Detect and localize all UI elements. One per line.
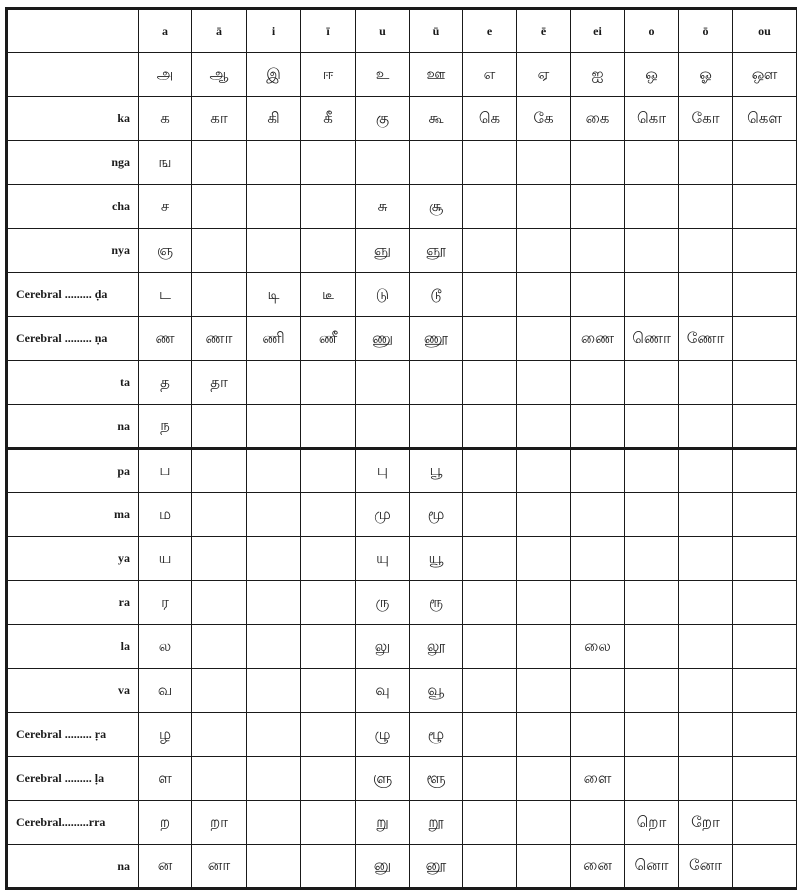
character-cell — [410, 141, 463, 185]
character-cell: ழ — [139, 713, 192, 757]
character-cell — [301, 625, 356, 669]
character-cell — [679, 449, 733, 493]
character-cell — [625, 185, 679, 229]
character-cell — [625, 273, 679, 317]
character-cell: ழு — [356, 713, 410, 757]
character-cell: னூ — [410, 845, 463, 889]
vowel-cell: ஆ — [192, 53, 247, 97]
character-cell: ரு — [356, 581, 410, 625]
character-cell — [517, 185, 571, 229]
character-cell — [517, 669, 571, 713]
character-cell — [463, 713, 517, 757]
character-cell — [192, 141, 247, 185]
character-cell — [571, 229, 625, 273]
character-cell — [247, 625, 301, 669]
character-cell: ன — [139, 845, 192, 889]
character-cell — [463, 801, 517, 845]
table-row — [7, 449, 797, 493]
character-cell — [625, 537, 679, 581]
character-cell — [301, 449, 356, 493]
character-cell — [192, 229, 247, 273]
character-cell — [571, 801, 625, 845]
character-cell — [463, 361, 517, 405]
character-cell: றோ — [679, 801, 733, 845]
character-cell — [247, 845, 301, 889]
character-cell: ஞு — [356, 229, 410, 273]
character-cell: னை — [571, 845, 625, 889]
character-cell — [625, 405, 679, 449]
character-cell — [463, 845, 517, 889]
character-cell — [679, 713, 733, 757]
column-header: u — [356, 9, 410, 53]
character-cell — [463, 317, 517, 361]
character-cell — [301, 669, 356, 713]
column-header: a — [139, 9, 192, 53]
character-table — [5, 7, 797, 890]
character-cell: க — [139, 97, 192, 141]
row-label: ka — [7, 97, 139, 141]
character-cell — [301, 361, 356, 405]
character-cell: னு — [356, 845, 410, 889]
character-cell — [463, 273, 517, 317]
row-label: nga — [7, 141, 139, 185]
character-cell: லூ — [410, 625, 463, 669]
table-row — [7, 845, 797, 889]
character-cell — [517, 801, 571, 845]
character-cell — [571, 185, 625, 229]
table-row — [7, 581, 797, 625]
table-row — [7, 669, 797, 713]
character-cell: ர — [139, 581, 192, 625]
character-cell — [356, 141, 410, 185]
character-cell — [571, 537, 625, 581]
character-cell — [679, 625, 733, 669]
character-cell — [301, 185, 356, 229]
character-cell — [733, 273, 797, 317]
row-label: cha — [7, 185, 139, 229]
character-cell: ணோ — [679, 317, 733, 361]
character-cell: கே — [517, 97, 571, 141]
character-cell — [733, 581, 797, 625]
character-cell: யு — [356, 537, 410, 581]
character-cell — [625, 625, 679, 669]
character-cell — [679, 141, 733, 185]
character-cell: லு — [356, 625, 410, 669]
character-cell: கோ — [679, 97, 733, 141]
row-label: Cerebral ......... ḍa — [7, 273, 139, 317]
character-cell: றொ — [625, 801, 679, 845]
character-cell — [410, 405, 463, 449]
table-row — [7, 229, 797, 273]
character-cell — [625, 581, 679, 625]
character-cell — [356, 405, 410, 449]
character-cell: ம — [139, 493, 192, 537]
character-cell: கி — [247, 97, 301, 141]
character-cell: னோ — [679, 845, 733, 889]
character-cell — [463, 757, 517, 801]
character-cell: ப — [139, 449, 192, 493]
character-cell: னொ — [625, 845, 679, 889]
character-cell — [679, 757, 733, 801]
character-cell: மு — [356, 493, 410, 537]
character-cell: டு — [356, 273, 410, 317]
character-cell — [247, 361, 301, 405]
vowel-cell: ஊ — [410, 53, 463, 97]
table-row — [7, 713, 797, 757]
character-cell — [517, 581, 571, 625]
character-cell — [733, 757, 797, 801]
character-cell — [247, 405, 301, 449]
character-cell — [733, 185, 797, 229]
character-cell — [192, 757, 247, 801]
character-cell — [356, 361, 410, 405]
character-cell — [571, 669, 625, 713]
vowel-cell: ஒ — [625, 53, 679, 97]
character-cell: சு — [356, 185, 410, 229]
character-cell — [463, 493, 517, 537]
character-cell: ந — [139, 405, 192, 449]
character-cell — [301, 845, 356, 889]
character-cell: த — [139, 361, 192, 405]
character-cell — [571, 273, 625, 317]
character-cell: ணூ — [410, 317, 463, 361]
character-cell — [733, 317, 797, 361]
character-cell — [192, 581, 247, 625]
character-cell — [733, 801, 797, 845]
column-header-row — [7, 9, 797, 53]
character-cell: மூ — [410, 493, 463, 537]
row-label: ra — [7, 581, 139, 625]
character-cell: ஞூ — [410, 229, 463, 273]
character-cell: லை — [571, 625, 625, 669]
character-cell — [517, 141, 571, 185]
character-cell — [517, 625, 571, 669]
character-cell — [463, 185, 517, 229]
character-cell: டீ — [301, 273, 356, 317]
column-header: ī — [301, 9, 356, 53]
character-cell — [247, 449, 301, 493]
character-cell — [733, 229, 797, 273]
table-row — [7, 405, 797, 449]
character-cell — [517, 317, 571, 361]
character-cell — [733, 537, 797, 581]
character-cell — [517, 845, 571, 889]
character-cell: றா — [192, 801, 247, 845]
character-cell: றூ — [410, 801, 463, 845]
character-cell — [247, 185, 301, 229]
character-cell — [733, 361, 797, 405]
character-cell: ணு — [356, 317, 410, 361]
table-row — [7, 625, 797, 669]
character-cell — [192, 625, 247, 669]
character-cell: ணி — [247, 317, 301, 361]
character-cell — [247, 229, 301, 273]
character-cell: கு — [356, 97, 410, 141]
column-header: e — [463, 9, 517, 53]
character-cell — [679, 405, 733, 449]
character-cell — [517, 537, 571, 581]
character-cell — [247, 537, 301, 581]
character-cell — [192, 669, 247, 713]
table-row — [7, 493, 797, 537]
character-cell — [733, 713, 797, 757]
character-cell: கூ — [410, 97, 463, 141]
character-cell — [571, 449, 625, 493]
character-cell — [625, 493, 679, 537]
table-row — [7, 97, 797, 141]
character-cell — [517, 493, 571, 537]
character-cell — [301, 493, 356, 537]
character-cell: ள — [139, 757, 192, 801]
character-cell — [733, 625, 797, 669]
character-cell — [679, 361, 733, 405]
character-cell — [679, 229, 733, 273]
vowel-cell: ஈ — [301, 53, 356, 97]
character-cell: ணா — [192, 317, 247, 361]
character-cell — [517, 405, 571, 449]
character-cell — [571, 141, 625, 185]
character-cell: ட — [139, 273, 192, 317]
row-label: ya — [7, 537, 139, 581]
vowel-cell: ஓ — [679, 53, 733, 97]
character-cell — [247, 493, 301, 537]
vowel-cell: ஏ — [517, 53, 571, 97]
character-cell: டூ — [410, 273, 463, 317]
column-header: ū — [410, 9, 463, 53]
character-cell — [517, 229, 571, 273]
character-cell — [571, 361, 625, 405]
character-cell — [410, 361, 463, 405]
character-cell — [463, 229, 517, 273]
character-cell: கௌ — [733, 97, 797, 141]
character-cell — [733, 449, 797, 493]
character-cell: று — [356, 801, 410, 845]
character-cell — [625, 713, 679, 757]
vowel-cell: ஔ — [733, 53, 797, 97]
character-cell: ழூ — [410, 713, 463, 757]
character-cell — [247, 141, 301, 185]
character-cell — [625, 361, 679, 405]
character-cell — [301, 757, 356, 801]
character-cell — [247, 581, 301, 625]
character-cell: யூ — [410, 537, 463, 581]
table-row — [7, 273, 797, 317]
character-cell — [301, 537, 356, 581]
character-cell — [192, 405, 247, 449]
row-label: ma — [7, 493, 139, 537]
character-cell — [192, 713, 247, 757]
character-cell — [733, 845, 797, 889]
table-row — [7, 801, 797, 845]
row-label: Cerebral ......... ṇa — [7, 317, 139, 361]
table-row — [7, 537, 797, 581]
row-label: va — [7, 669, 139, 713]
column-header: ā — [192, 9, 247, 53]
character-cell — [679, 273, 733, 317]
character-cell — [517, 713, 571, 757]
character-cell — [192, 449, 247, 493]
character-cell — [517, 757, 571, 801]
character-cell — [733, 669, 797, 713]
row-label: pa — [7, 449, 139, 493]
character-cell — [301, 581, 356, 625]
character-cell — [247, 757, 301, 801]
character-cell — [463, 537, 517, 581]
character-cell: டி — [247, 273, 301, 317]
character-cell — [301, 229, 356, 273]
character-cell — [463, 625, 517, 669]
character-cell — [571, 405, 625, 449]
column-header: ē — [517, 9, 571, 53]
character-cell — [679, 537, 733, 581]
character-cell — [247, 669, 301, 713]
column-header: i — [247, 9, 301, 53]
table-row — [7, 757, 797, 801]
table-row — [7, 361, 797, 405]
character-cell — [463, 141, 517, 185]
character-cell: தா — [192, 361, 247, 405]
row-label: na — [7, 405, 139, 449]
character-cell: ய — [139, 537, 192, 581]
column-header: ou — [733, 9, 797, 53]
character-cell: ணீ — [301, 317, 356, 361]
vowel-cell: உ — [356, 53, 410, 97]
character-cell: ச — [139, 185, 192, 229]
character-cell — [192, 273, 247, 317]
character-cell: கை — [571, 97, 625, 141]
character-cell: வூ — [410, 669, 463, 713]
character-cell: ண — [139, 317, 192, 361]
vowel-cell: ஐ — [571, 53, 625, 97]
character-cell — [679, 669, 733, 713]
character-cell: வு — [356, 669, 410, 713]
character-cell — [192, 537, 247, 581]
character-cell: கொ — [625, 97, 679, 141]
character-cell: கீ — [301, 97, 356, 141]
character-cell — [625, 449, 679, 493]
character-cell: ங — [139, 141, 192, 185]
character-cell: பூ — [410, 449, 463, 493]
table-row — [7, 185, 797, 229]
character-cell — [301, 713, 356, 757]
vowel-cell: எ — [463, 53, 517, 97]
character-cell — [679, 185, 733, 229]
vowel-row — [7, 53, 797, 97]
column-header: ō — [679, 9, 733, 53]
character-cell: ற — [139, 801, 192, 845]
character-cell — [733, 405, 797, 449]
character-cell — [301, 141, 356, 185]
character-cell — [625, 229, 679, 273]
table-row — [7, 141, 797, 185]
character-cell: ரூ — [410, 581, 463, 625]
character-cell — [571, 493, 625, 537]
vowel-cell: அ — [139, 53, 192, 97]
character-cell — [517, 273, 571, 317]
character-cell: பு — [356, 449, 410, 493]
character-cell — [625, 141, 679, 185]
character-cell — [679, 493, 733, 537]
character-cell: ணை — [571, 317, 625, 361]
tamil-script-chart — [5, 7, 795, 883]
vowel-cell: இ — [247, 53, 301, 97]
row-label: ta — [7, 361, 139, 405]
character-cell — [247, 801, 301, 845]
character-cell — [192, 493, 247, 537]
character-cell — [463, 581, 517, 625]
character-cell — [625, 669, 679, 713]
corner-cell — [7, 9, 139, 53]
character-cell — [517, 361, 571, 405]
character-cell: ளை — [571, 757, 625, 801]
character-cell — [192, 185, 247, 229]
character-cell: கா — [192, 97, 247, 141]
character-cell — [301, 801, 356, 845]
row-label: na — [7, 845, 139, 889]
character-cell: ளூ — [410, 757, 463, 801]
character-cell: ஞ — [139, 229, 192, 273]
character-cell: னா — [192, 845, 247, 889]
character-cell — [301, 405, 356, 449]
row-label: nya — [7, 229, 139, 273]
character-cell: சூ — [410, 185, 463, 229]
character-cell: ணொ — [625, 317, 679, 361]
character-cell — [625, 757, 679, 801]
column-header: ei — [571, 9, 625, 53]
character-cell: ளு — [356, 757, 410, 801]
row-label: la — [7, 625, 139, 669]
table-row — [7, 317, 797, 361]
character-cell: ல — [139, 625, 192, 669]
character-cell — [517, 449, 571, 493]
character-cell: வ — [139, 669, 192, 713]
row-label: Cerebral.........rra — [7, 801, 139, 845]
character-cell — [733, 141, 797, 185]
character-cell: கெ — [463, 97, 517, 141]
column-header: o — [625, 9, 679, 53]
character-cell — [733, 493, 797, 537]
character-cell — [571, 713, 625, 757]
character-cell — [247, 713, 301, 757]
character-cell — [571, 581, 625, 625]
row-label: Cerebral ......... ṛa — [7, 713, 139, 757]
row-label: Cerebral ......... ḷa — [7, 757, 139, 801]
character-cell — [463, 669, 517, 713]
character-cell — [463, 405, 517, 449]
row-label — [7, 53, 139, 97]
character-cell — [463, 449, 517, 493]
character-cell — [679, 581, 733, 625]
